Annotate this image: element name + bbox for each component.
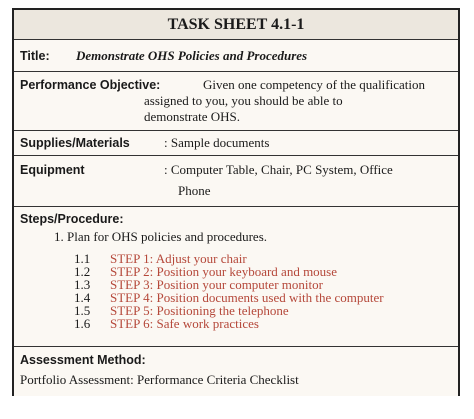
performance-objective-row — [14, 72, 458, 131]
sheet-title: TASK SHEET 4.1-1 — [167, 16, 305, 33]
step-text: STEP 5: Positioning the telephone — [110, 303, 289, 318]
title-row — [14, 40, 458, 72]
supplies-label: Supplies/Materials — [20, 136, 130, 150]
step-number: 1.5 — [74, 303, 91, 318]
steps-label: Steps/Procedure: — [20, 212, 124, 226]
performance-line-3: demonstrate OHS. — [144, 109, 241, 124]
equipment-line-2: Phone — [178, 183, 211, 198]
step-number: 1.2 — [74, 264, 91, 279]
equipment-line-1: : Computer Table, Chair, PC System, Office — [164, 162, 393, 177]
title-label: Title: — [20, 49, 50, 63]
equipment-label: Equipment — [20, 163, 85, 177]
step-text: STEP 4: Position documents used with the computer — [110, 290, 384, 305]
step-number: 1.1 — [74, 251, 91, 266]
assessment-value: Portfolio Assessment: Performance Criteria Checklist — [20, 372, 299, 387]
steps-item-1: 1. Plan for OHS policies and procedures. — [54, 229, 268, 244]
performance-line-2: assigned to you, you should be able to — [144, 93, 343, 108]
assessment-label: Assessment Method: — [20, 353, 146, 367]
step-text: STEP 3: Position your computer monitor — [110, 277, 323, 292]
performance-label: Performance Objective: — [20, 78, 161, 92]
step-number: 1.4 — [74, 290, 91, 305]
supplies-row — [14, 131, 458, 156]
step-number: 1.6 — [74, 316, 91, 331]
step-text: STEP 6: Safe work practices — [110, 316, 259, 331]
equipment-row — [14, 156, 458, 207]
assessment-row — [14, 347, 458, 396]
title-value: Demonstrate OHS Policies and Procedures — [76, 48, 308, 63]
steps-procedure-row — [14, 207, 458, 347]
step-number: 1.3 — [74, 277, 91, 292]
sheet-header — [14, 10, 458, 40]
step-text: STEP 1: Adjust your chair — [110, 251, 247, 266]
performance-line-1: Given one competency of the qualification — [203, 77, 426, 92]
step-text: STEP 2: Position your keyboard and mouse — [110, 264, 338, 279]
supplies-value: : Sample documents — [164, 135, 270, 150]
task-sheet — [12, 8, 460, 396]
